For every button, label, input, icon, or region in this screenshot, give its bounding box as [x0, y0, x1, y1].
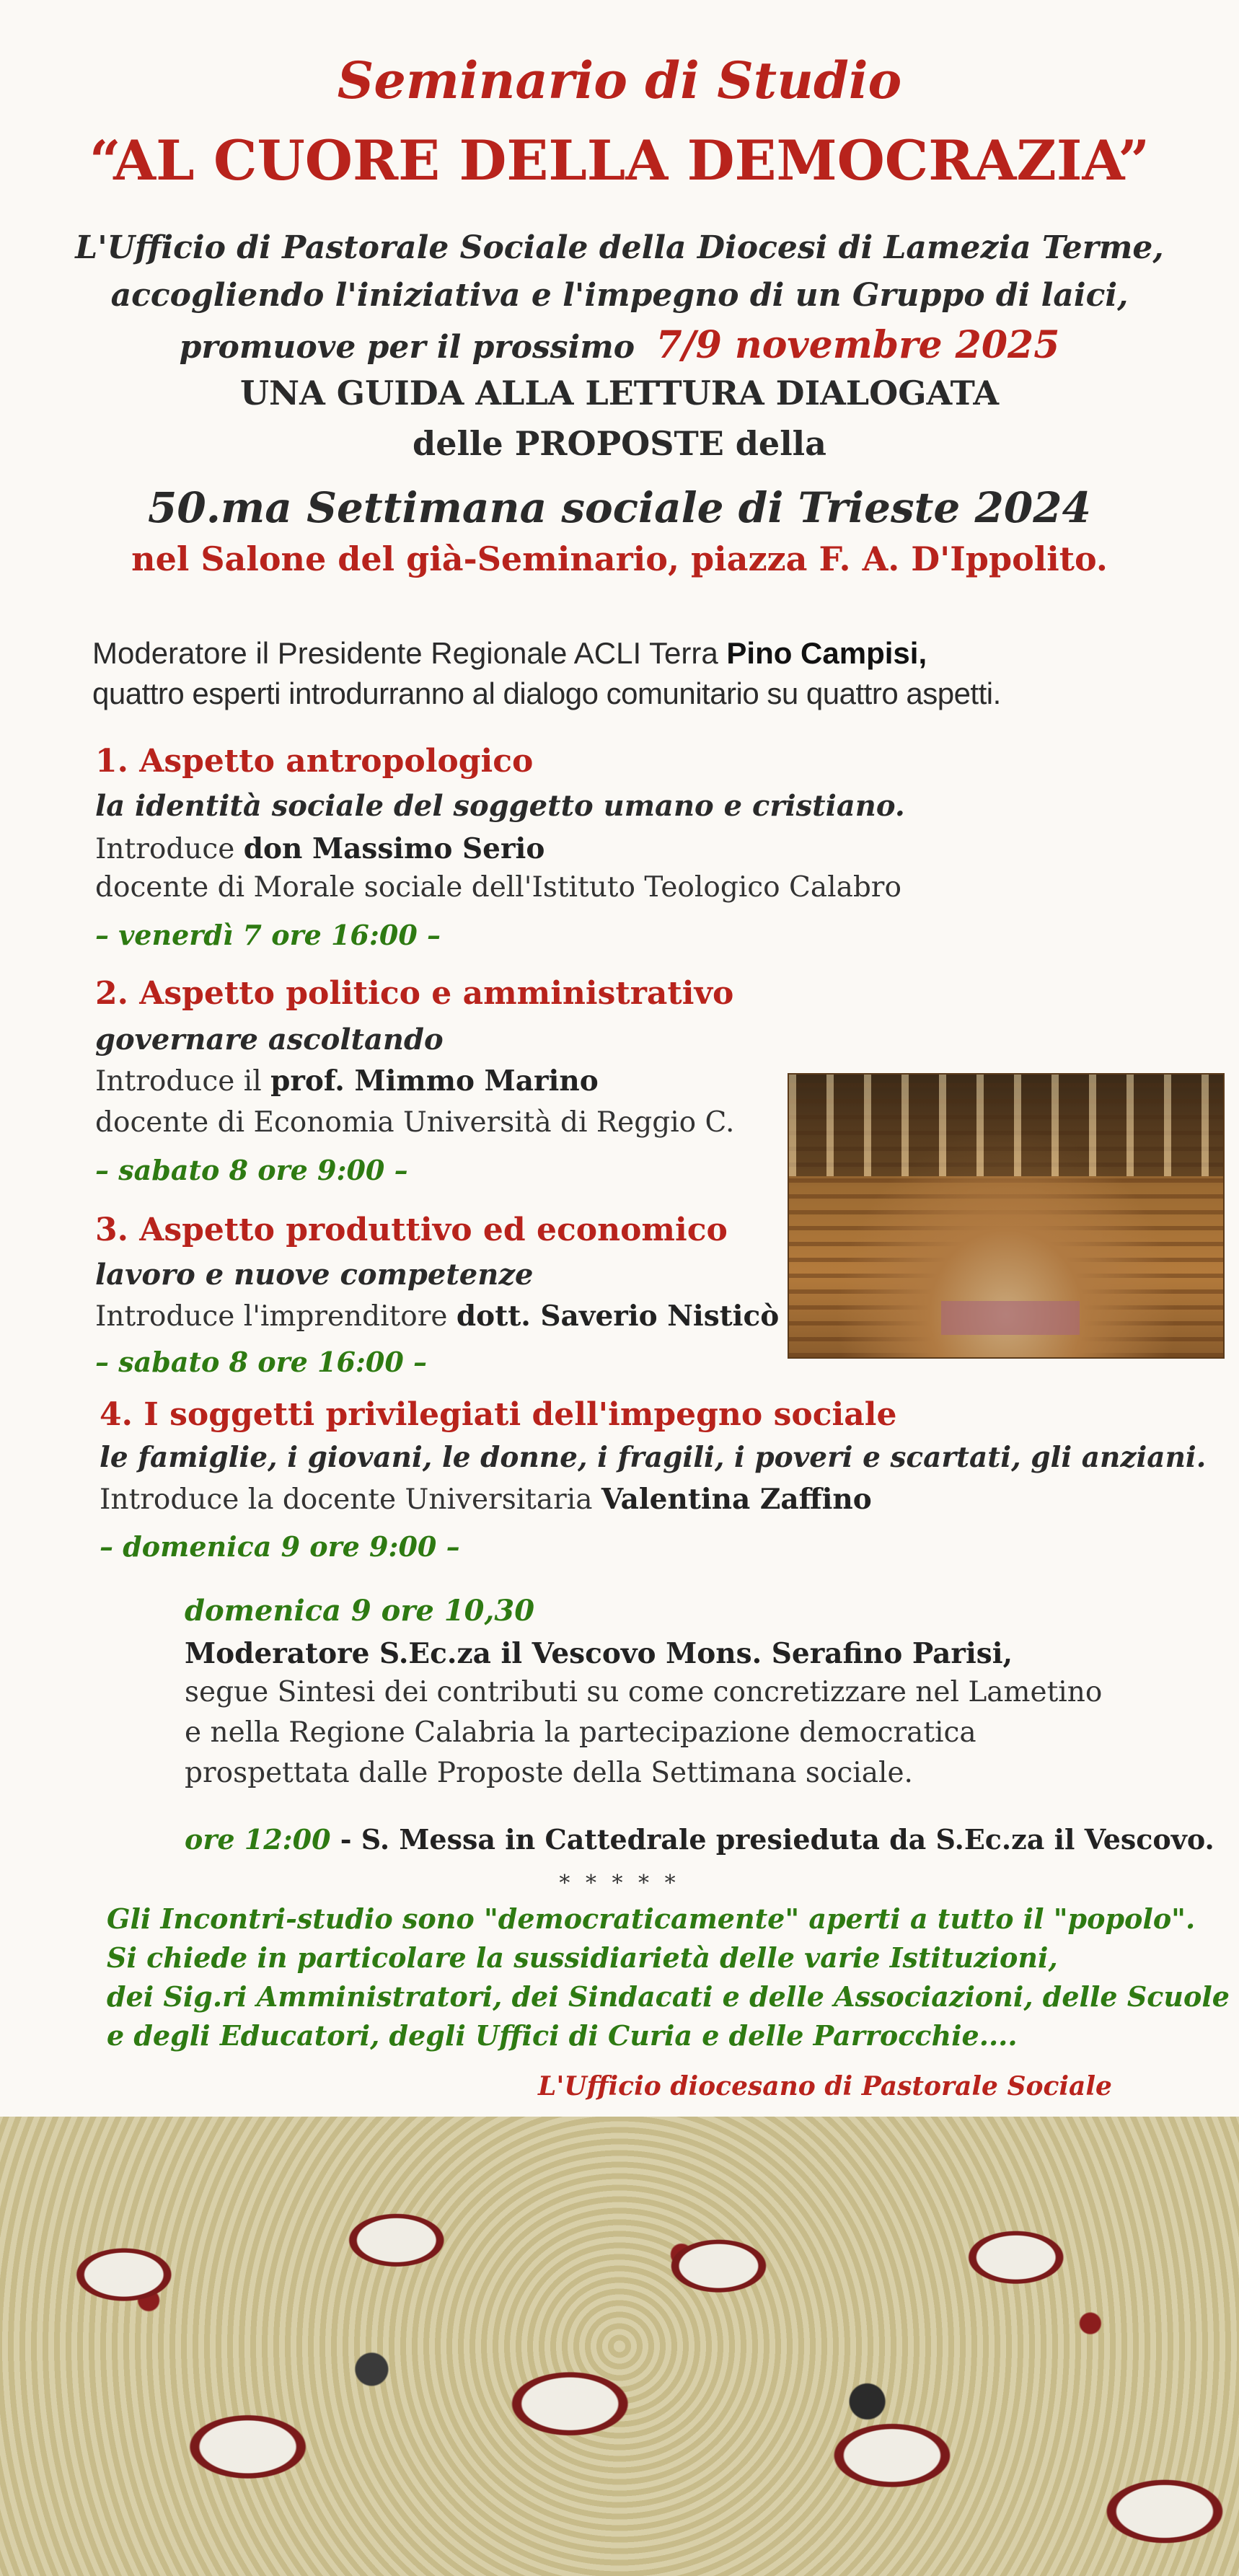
aspect-2-intro: Introduce il — [95, 1065, 262, 1098]
moderator-line-2: quattro esperti introdurranno al dialogo comunitario su quattro aspetti. — [92, 676, 1001, 710]
aspect-1-subtitle: la identità sociale del soggetto umano e cristiano. — [95, 789, 905, 823]
aspect-1-heading: 1. Aspetto antropologico — [95, 743, 534, 780]
appeal-line-1: Gli Incontri-studio sono "democraticamente" aperti a tutto il "popolo". — [107, 1902, 1196, 1935]
aspect-3-heading: 3. Aspetto produttivo ed economico — [95, 1212, 728, 1248]
aspect-2-time: – sabato 8 ore 9:00 – — [95, 1154, 408, 1186]
closing-moderator: Moderatore S.Ec.za il Vescovo Mons. Serafino Parisi, — [185, 1637, 1013, 1670]
appeal-line-4: e degli Educatori, degli Uffici di Curia e delle Parrocchie.... — [107, 2019, 1018, 2052]
aspect-2-subtitle: governare ascoltando — [95, 1023, 444, 1057]
appeal-line-3: dei Sig.ri Amministratori, dei Sindacati e delle Associazioni, delle Scuole — [107, 1980, 1230, 2013]
seminar-subtitle: “AL CUORE DELLA DEMOCRAZIA” — [89, 128, 1150, 193]
signature: L'Ufficio diocesano di Pastorale Sociale — [538, 2071, 1112, 2101]
aspect-2-role: docente di Economia Università di Reggio C. — [95, 1106, 735, 1139]
aspect-4-intro: Introduce la docente Universitaria — [100, 1483, 593, 1516]
aspect-1-time: – venerdì 7 ore 16:00 – — [95, 919, 441, 951]
closing-text-1: segue Sintesi dei contributi su come concretizzare nel Lametino — [185, 1676, 1103, 1708]
aspect-1-intro: Introduce — [95, 833, 235, 865]
aspect-4-time: – domenica 9 ore 9:00 – — [100, 1530, 460, 1563]
intro-guide-title: UNA GUIDA ALLA LETTURA DIALOGATA — [239, 374, 1000, 413]
aspect-2-heading: 2. Aspetto politico e amministrativo — [95, 975, 734, 1012]
hall-columns — [789, 1075, 1223, 1176]
mass-text: - S. Messa in Cattedrale presieduta da S.Ec.za il Vescovo. — [340, 1823, 1214, 1856]
closing-text-2: e nella Regione Calabria la partecipazione democratica — [185, 1716, 976, 1749]
aspect-4-speaker: Valentina Zaffino — [601, 1483, 872, 1516]
aspect-2-speaker: prof. Mimmo Marino — [270, 1064, 599, 1098]
aspect-3-speaker: dott. Saverio Nisticò — [456, 1300, 780, 1333]
settimana-sociale-title: 50.ma Settimana sociale di Trieste 2024 — [148, 483, 1091, 532]
intro-line-1: L'Ufficio di Pastorale Sociale della Diocesi di Lamezia Terme, — [75, 229, 1164, 266]
aspect-4-heading: 4. I soggetti privilegiati dell'impegno sociale — [100, 1396, 897, 1433]
closing-time: domenica 9 ore 10,30 — [185, 1594, 535, 1628]
mass-line — [185, 1823, 1214, 1856]
moderator-name: Pino Campisi, — [726, 636, 927, 670]
aspect-1-role: docente di Morale sociale dell'Istituto Teologico Calabro — [95, 871, 901, 904]
moderator-role: Moderatore il Presidente Regionale ACLI Terra — [92, 636, 718, 670]
aspect-4-speaker-line — [100, 1483, 872, 1516]
aspect-4-subtitle: le famiglie, i giovani, le donne, i fragili, i poveri e scartati, gli anziani. — [100, 1441, 1207, 1474]
intro-promo-text: promuove per il prossimo — [179, 329, 635, 366]
event-location: nel Salone del già-Seminario, piazza F. A. D'Ippolito. — [131, 539, 1108, 578]
closing-text-3: prospettata dalle Proposte della Settimana sociale. — [185, 1757, 913, 1789]
intro-line-3 — [0, 323, 1239, 367]
moderator-line-1 — [92, 636, 927, 671]
hall-floor-carpet — [941, 1301, 1080, 1335]
separator-stars: * * * * * — [559, 1871, 680, 1896]
aspect-2-speaker-line — [95, 1064, 599, 1098]
aspect-1-speaker-line — [95, 832, 544, 865]
aspect-3-time: – sabato 8 ore 16:00 – — [95, 1346, 428, 1378]
intro-proposals: delle PROPOSTE della — [413, 424, 826, 463]
round-tables — [0, 2145, 1239, 2576]
aspect-3-subtitle: lavoro e nuove competenze — [95, 1258, 534, 1292]
intro-line-2: accogliendo l'iniziativa e l'impegno di un Gruppo di laici, — [110, 277, 1129, 314]
appeal-line-2: Si chiede in particolare la sussidiarietà delle varie Istituzioni, — [107, 1941, 1058, 1974]
aspect-1-speaker: don Massimo Serio — [243, 832, 545, 865]
event-date: 7/9 novembre 2025 — [656, 323, 1060, 367]
mass-time: ore 12:00 — [185, 1823, 331, 1856]
aspect-3-intro: Introduce l'imprenditore — [95, 1300, 448, 1333]
aspect-3-speaker-line — [95, 1300, 779, 1333]
meeting-hall-photo — [0, 2117, 1239, 2576]
parliament-hall-photo — [788, 1073, 1225, 1359]
seminar-title: Seminario di Studio — [337, 50, 902, 110]
